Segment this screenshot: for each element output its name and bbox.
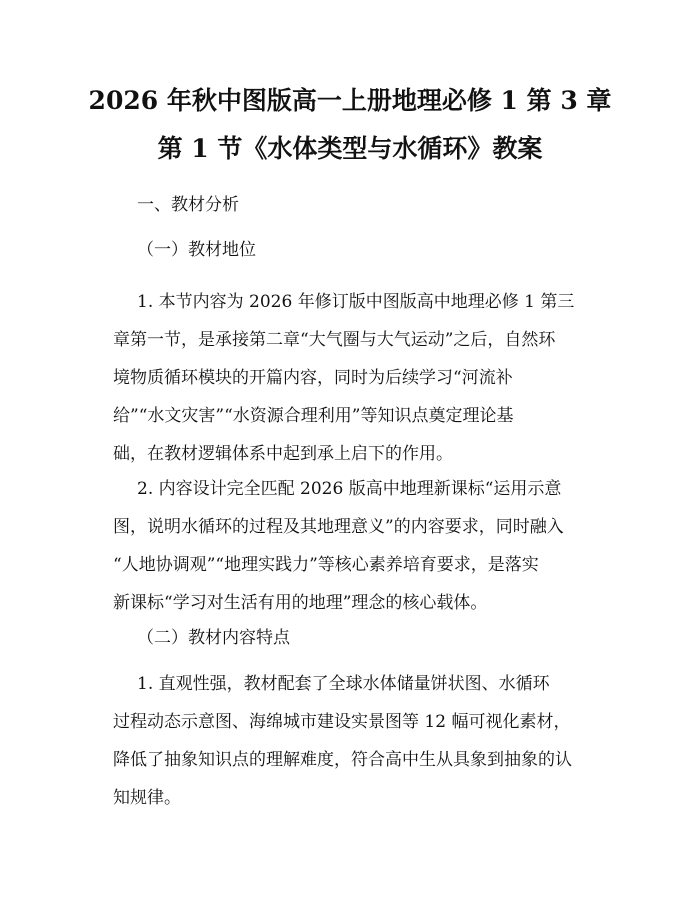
paragraph-2-line: 2. 内容设计完全匹配 2026 版高中地理新课标“运用示意 [137, 479, 562, 499]
paragraph-1-line: 础，在教材逻辑体系中起到承上启下的作用。 [113, 444, 453, 464]
paragraph-3-line: 过程动态示意图、海绵城市建设实景图等 12 幅可视化素材， [113, 712, 571, 732]
paragraph-3-line: 降低了抽象知识点的理解难度，符合高中生从具象到抽象的认 [113, 750, 572, 770]
paragraph-2-line: 新课标“学习对生活有用的地理”理念的核心载体。 [113, 593, 488, 613]
subsection-heading-content-features: （二）教材内容特点 [137, 628, 290, 648]
paragraph-1-line: 给”“水文灾害”“水资源合理利用”等知识点奠定理论基 [113, 406, 514, 426]
paragraph-3 [113, 665, 603, 817]
section-heading-textbook-analysis: 一、教材分析 [137, 195, 239, 215]
paragraph-1-line: 境物质循环模块的开篇内容，同时为后续学习“河流补 [113, 368, 513, 388]
paragraph-2-line: 图，说明水循环的过程及其地理意义”的内容要求，同时融入 [113, 517, 564, 537]
paragraph-3-line: 知规律。 [113, 788, 181, 808]
paragraph-1 [113, 283, 603, 473]
paragraph-1-line: 章第一节，是承接第二章“大气圈与大气运动”之后，自然环 [113, 330, 556, 350]
paragraph-1-line: 1. 本节内容为 2026 年修订版中图版高中地理必修 1 第三 [137, 292, 575, 312]
document-title-line-1: 2026 年秋中图版高一上册地理必修 1 第 3 章 [88, 86, 612, 115]
paragraph-2-line: “人地协调观”“地理实践力”等核心素养培育要求，是落实 [113, 555, 539, 575]
subsection-heading-textbook-position: （一）教材地位 [137, 240, 256, 260]
document-title-line-2: 第 1 节《水体类型与水循环》教案 [157, 134, 543, 163]
paragraph-3-line: 1. 直观性强，教材配套了全球水体储量饼状图、水循环 [137, 674, 550, 694]
paragraph-2 [113, 470, 603, 622]
